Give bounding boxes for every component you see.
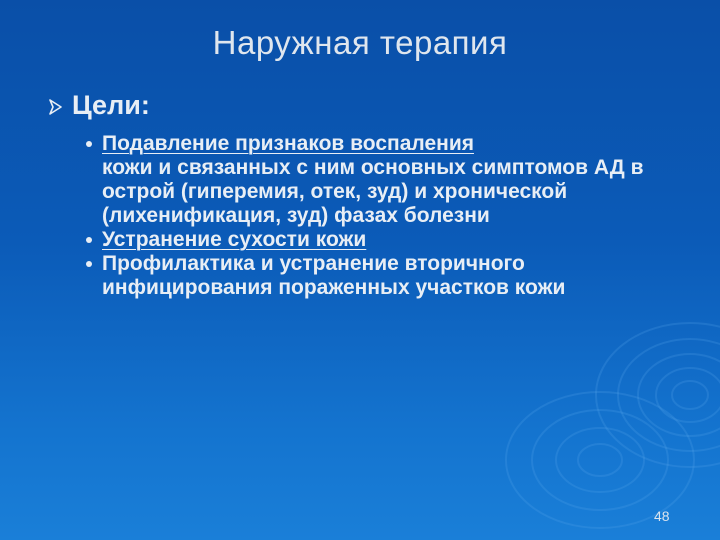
bullet-icon <box>86 237 92 243</box>
list-item-underlined-text: Подавление признаков воспаления <box>102 132 474 155</box>
goals-heading <box>48 90 150 121</box>
arrow-icon <box>48 99 64 115</box>
list-item <box>86 252 686 300</box>
slide-title: Наружная терапия <box>212 24 508 61</box>
list-item-underlined-text: Устранение сухости кожи <box>102 228 367 251</box>
bullet-icon <box>86 141 92 147</box>
page-number: 48 <box>654 508 670 524</box>
list-item <box>86 132 686 228</box>
list-item-text: Профилактика и устранение вторичного инфицирования пораженных участков кожи <box>102 252 566 299</box>
list-item <box>86 228 686 252</box>
goals-list <box>86 132 686 300</box>
list-item-rest-text: кожи и связанных с ним основных симптомов АД в острой (гиперемия, отек, зуд) и хронической (лихенификация, зуд) фазах болезни <box>102 156 644 227</box>
goals-label: Цели: <box>72 90 150 120</box>
list-item-text <box>102 228 686 252</box>
list-item-text <box>102 132 686 228</box>
bullet-icon <box>86 261 92 267</box>
